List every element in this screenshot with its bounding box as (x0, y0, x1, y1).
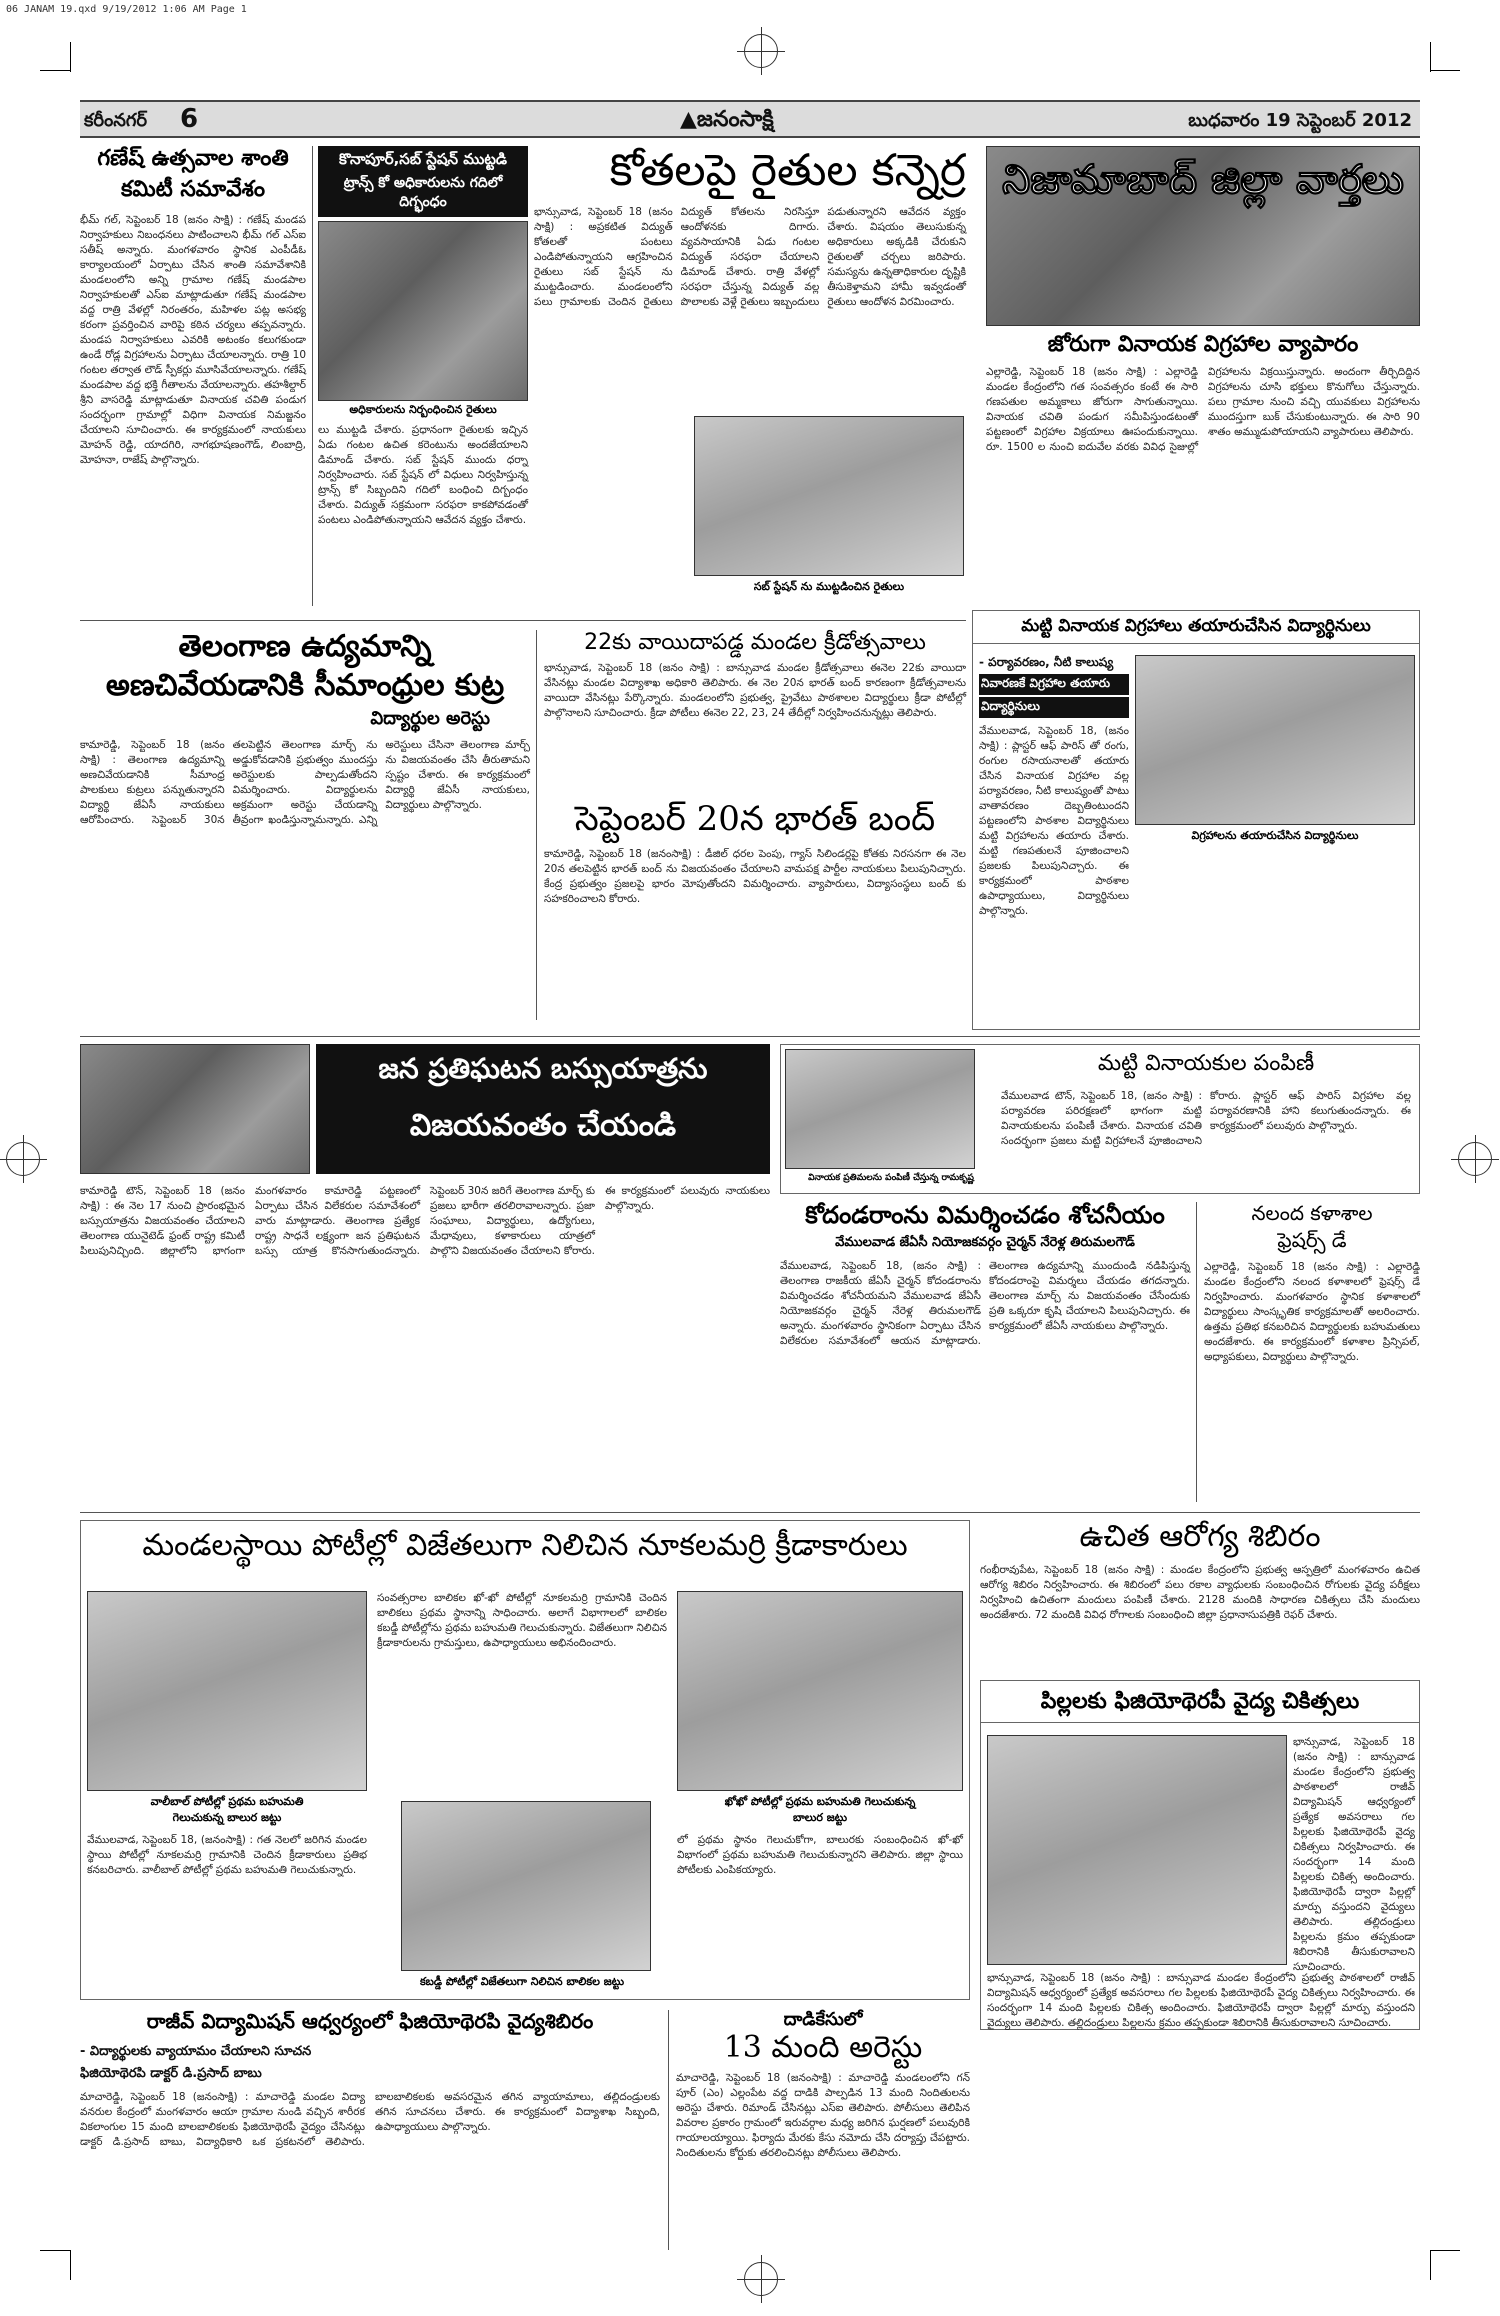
headline: కోతలపై రైతుల కన్నెర్ర (609, 145, 966, 196)
article-body: భాన్సువాడ, సెప్టెంబర్ 18 (జనం సాక్షి) : అప్రకటిత విద్యుత్ కోతలతో పంటలు ఎండిపోతున్నాయని ఆగ్రహించిన రైతులు సబ్ స్టేషన్ ను ముట్టడించారు. మండలంలోని పలు గ్రామాలకు చెందిన రైతులు విద్యుత్ కోతలను నిరసిస్తూ ఆందోళనకు దిగారు. వ్యవసాయానికి ఏడు గంటల విద్యుత్ సరఫరా చేయాలని డిమాండ్ చేశారు. రాత్రి వేళల్లో సరఫరా చేస్తున్న విద్యుత్ వల్ల పొలాలకు వెళ్లే రైతులు ఇబ్బందులు పడుతున్నారని ఆవేదన వ్యక్తం చేశారు. విషయం తెలుసుకున్న అధికారులు అక్కడికి చేరుకుని రైతులతో చర్చలు జరిపారు. సమస్యను ఉన్నతాధికారుల దృష్టికి తీసుకెళ్తామని హామీ ఇవ్వడంతో రైతులు ఆందోళన విరమించారు. (534, 205, 966, 308)
photo-kabaddi-girls (401, 1801, 651, 1971)
headline: ఉచిత ఆరోగ్య శిబిరం (1079, 1519, 1321, 1554)
article-body: ఎల్లారెడ్డి, సెప్టెంబర్ 18 (జనం సాక్షి) : ఎల్లారెడ్డి మండల కేంద్రంలోని నలంద కళాశాలలో ఫ్రెషర్స్ డే నిర్వహించారు. మంగళవారం స్థానిక కళాశాలలో విద్యార్థులు సాంస్కృతిక కార్యక్రమాలతో అలరించారు. ఉత్తమ ప్రతిభ కనబరిచిన విద్యార్థులకు బహుమతులు అందజేశారు. ఈ కార్యక్రమంలో కళాశాల ప్రిన్సిపల్, అధ్యాపకులు, విద్యార్థులు పాల్గొన్నారు. (1204, 1261, 1420, 1363)
headline: మట్టి వినాయకుల పంపిణీ (1097, 1051, 1315, 1076)
photo-volleyball-team (87, 1591, 367, 1791)
article-body: భాన్సువాడ, సెప్టెంబర్ 18 (జనం సాక్షి) : బాన్సువాడ మండల కేంద్రంలోని ప్రభుత్వ పాఠశాలలో రాజీవ్ విద్యామిషన్ ఆధ్వర్యంలో ప్రత్యేక అవసరాలు గల పిల్లలకు ఫిజియోథెరపీ వైద్య చికిత్సలు నిర్వహించారు. ఈ సందర్భంగా 14 మంది పిల్లలకు చికిత్స అందించారు. ఫిజియోథెరపీ ద్వారా పిల్లల్లో మార్పు వస్తుందని వైద్యులు తెలిపారు. తల్లిదండ్రులు పిల్లలను క్రమం తప్పకుండా శిబిరానికి తీసుకురావాలని సూచించారు. (987, 1972, 1415, 2029)
column-rule (312, 146, 313, 606)
story-kodandaram (780, 1202, 1190, 1502)
article-body: వేములవాడ టౌన్, సెప్టెంబర్ 18, (జనం సాక్షి) : పర్యావరణ పరిరక్షణలో భాగంగా మట్టి వినాయకులను పంపిణీ చేశారు. వినాయక చవితి సందర్భంగా ప్రజలు మట్టి విగ్రహాలనే పూజించాలని కోరారు. ప్లాస్టర్ ఆఫ్ పారిస్ విగ్రహాల వల్ల పర్యావరణానికి హాని కలుగుతుందన్నారు. ఈ కార్యక్రమంలో పలువురు పాల్గొన్నారు. (1001, 1090, 1411, 1147)
crop-mark (1430, 2250, 1460, 2251)
subheadline: నివారణకే విగ్రహాల తయారు (979, 674, 1129, 695)
headline: అణచివేయడానికి సీమాంధ్రుల కుట్ర (105, 667, 505, 703)
crop-mark (1430, 42, 1431, 72)
headline: ఫ్రెషర్స్ డే (1277, 1228, 1347, 1252)
story-transco (318, 146, 528, 606)
headline: కోదండరాంను విమర్శించడం శోచనీయం (805, 1201, 1165, 1229)
column-rule (668, 2010, 669, 2250)
article-body: భాన్సువాడ, సెప్టెంబర్ 18 (జనం సాక్షి) : బాన్సువాడ మండల క్రీడోత్సవాలు ఈనెల 22కు వాయిదా వేసినట్లు మండల విద్యాశాఖ అధికారి తెలిపారు. ఈ నెల 20న భారత్ బంద్ కారణంగా క్రీడోత్సవాలను వాయిదా వేసినట్లు పేర్కొన్నారు. మండలంలోని ప్రభుత్వ, ప్రైవేటు పాఠశాలల విద్యార్థులు క్రీడా పోటీల్లో పాల్గొనాలని సూచించారు. క్రీడా పోటీలు ఈనెల 22, 23, 24 తేదీల్లో నిర్వహించనున్నట్లు తెలిపారు. (544, 662, 966, 720)
crop-mark (1430, 2250, 1431, 2280)
article-body: సంవత్సరాల బాలికల ఖో-ఖో పోటీల్లో నూకలమర్రి గ్రామానికి చెందిన బాలికలు ప్రథమ స్థానాన్ని సాధించారు. అలాగే విభాగాలలో బాలికల కబడ్డీ పోటీల్లోను ప్రథమ బహుమతి గెలుచుకున్నారు. విజేతలుగా నిలిచిన క్రీడాకారులను గ్రామస్తులు, ఉపాధ్యాయులు అభినందించారు. (377, 1592, 667, 1649)
photo-caption: కబడ్డీ పోటీల్లో విజేతలుగా నిలిచిన బాలికల జట్టు (419, 1975, 625, 1988)
registration-mark (6, 1142, 40, 1176)
crop-mark (1430, 70, 1460, 71)
article-body: లో ప్రథమ స్థానం గెలుచుకోగా, బాలురకు సంబంధించిన ఖో-ఖో విభాగంలో ప్రథమ బహుమతి గెలుచుకున్నారని తెలిపారు. జిల్లా స్థాయి పోటీలకు ఎంపికయ్యారు. (677, 1834, 963, 1876)
subheadline: - పర్యావరణం, నీటి కాలుష్య (979, 655, 1114, 669)
headline: ట్రాన్స్ కో అధికారులను గదిలో దిగ్భంధం (343, 175, 503, 210)
story-sports-fest (544, 630, 966, 790)
headline: పిల్లలకు ఫిజియోథెరపీ వైద్య చికిత్సలు (981, 1681, 1419, 1723)
story-bus-yatra (80, 1044, 770, 1504)
headline: కొనాపూర్,సబ్ స్టేషన్ ముట్టడి (338, 150, 508, 168)
story-nalanda (1204, 1202, 1420, 1502)
subheadline: ఫిజియోథెరపి డాక్టర్ డి.ప్రసాద్ బాబు (80, 2066, 262, 2081)
print-slug: 06 JANAM 19.qxd 9/19/2012 1:06 AM Page 1 (6, 4, 247, 15)
section-rule (80, 1512, 1420, 1513)
column-rule (536, 630, 537, 1020)
issue-date: బుధవారం 19 సెప్టెంబర్ 2012 (1188, 110, 1412, 131)
photo-caption: బాలుర జట్టు (792, 1811, 848, 1824)
story-farmers-anger (534, 146, 966, 606)
photo-farmers-officials (318, 221, 528, 401)
article-body: భాన్సువాడ, సెప్టెంబర్ 18 (జనం సాక్షి) : బాన్సువాడ మండల కేంద్రంలోని ప్రభుత్వ పాఠశాలలో రాజీవ్ విద్యామిషన్ ఆధ్వర్యంలో ప్రత్యేక అవసరాలు గల పిల్లలకు ఫిజియోథెరపీ వైద్య చికిత్సలు నిర్వహించారు. ఈ సందర్భంగా 14 మంది పిల్లలకు చికిత్స అందించారు. ఫిజియోథెరపీ ద్వారా పిల్లల్లో మార్పు వస్తుందని వైద్యులు తెలిపారు. తల్లిదండ్రులు పిల్లలను క్రమం తప్పకుండా శిబిరానికి తీసుకురావాలని సూచించారు. (1293, 1736, 1415, 1973)
headline: జన ప్రతిఘటన బస్సుయాత్రను (378, 1052, 708, 1085)
story-nizamabad (986, 146, 1420, 616)
photo-caption: వినాయక ప్రతిమలను పంపిణీ చేస్తున్న రామకృష్ణ (808, 1173, 974, 1183)
page-number: 6 (180, 104, 199, 134)
article-body: లు ముట్టడి చేశారు. ప్రధానంగా రైతులకు ఇచ్చిన ఏడు గంటల ఉచిత కరెంటును అందజేయాలని డిమాండ్ చేశారు. సబ్ స్టేషన్ ముందు ధర్నా నిర్వహించారు. సబ్ స్టేషన్ లో విధులు నిర్వహిస్తున్న ట్రాన్స్ కో సిబ్బందిని గదిలో బంధించి దిగ్బంధం చేశారు. విద్యుత్ సక్రమంగా సరఫరా కాకపోవడంతో పంటలు ఎండిపోతున్నాయని ఆవేదన వ్యక్తం చేశారు. (318, 424, 528, 526)
photo-caption: గెలుచుకున్న బాలుర జట్టు (172, 1811, 282, 1824)
headline: నలంద కళాశాల (1251, 1201, 1373, 1225)
photo-caption: అధికారులను నిర్బంధించిన రైతులు (349, 403, 497, 416)
photo-caption: ఖోఖో పోటీల్లో ప్రథమ బహుమతి గెలుచుకున్న (724, 1795, 916, 1808)
crop-mark (40, 70, 70, 71)
headline: తెలంగాణ ఉద్యమాన్ని (178, 629, 432, 664)
section-rule (80, 620, 966, 621)
headline: 22కు వాయిదాపడ్డ మండల క్రీడోత్సవాలు (584, 630, 926, 655)
article-body: వేములవాడ, సెప్టెంబర్ 18, (జనంసాక్షి) : గత నెలలో జరిగిన మండల స్థాయి పోటీల్లో నూకలమర్రి గ్రామానికి చెందిన క్రీడాకారులు ప్రతిభ కనబరిచారు. వాలీబాల్ పోటీల్లో ప్రథమ బహుమతి గెలుచుకున్నారు. (87, 1834, 367, 1876)
story-arrests (676, 2010, 970, 2250)
headline: దాడికేసులో (783, 2009, 863, 2030)
article-body: గంభీరావుపేట, సెప్టెంబర్ 18 (జనం సాక్షి) : మండల కేంద్రంలోని ప్రభుత్వ ఆస్పత్రిలో మంగళవారం ఉచిత ఆరోగ్య శిబిరం నిర్వహించారు. ఈ శిబిరంలో పలు రకాల వ్యాధులకు సంబంధించిన రోగులకు వైద్య పరీక్షలు నిర్వహించి ఉచితంగా మందులు పంపిణీ చేశారు. 2128 మందికి సాధారణ చికిత్సలు చేసి మందులు అందజేశారు. 72 మందికి వివిధ రోగాలకు సంబంధించి జిల్లా ప్రధానాసుపత్రికి రెఫర్ చేశారు. (980, 1563, 1420, 1621)
article-body: మాచారెడ్డి, సెప్టెంబర్ 18 (జనంసాక్షి) : మాచారెడ్డి మండల విద్యా వనరుల కేంద్రంలో మంగళవారం ఆయా గ్రామాల నుండి వచ్చిన శారీరక వికలాంగుల 15 మంది బాలబాలికలకు ఫిజియోథెరపీ వైద్యం చేసినట్లు డాక్టర్ డి.ప్రసాద్ బాబు, విద్యాధికారి ఒక ప్రకటనలో తెలిపారు. బాలబాలికలకు అవసరమైన తగిన వ్యాయామాలు, తల్లిదండ్రులకు తగిన సూచనలు చేశారు. ఈ కార్యక్రమంలో విద్యాశాఖ సిబ్బంది, ఉపాధ్యాయులు పాల్గొన్నారు. (80, 2091, 660, 2148)
headline: మండలస్థాయి పోటీల్లో విజేతలుగా నిలిచిన నూకలమర్రి క్రీడాకారులు (142, 1528, 908, 1563)
story-clay-distribution (780, 1044, 1420, 1194)
photo-idol-distribution (785, 1049, 975, 1169)
registration-mark (744, 34, 778, 68)
section-rule (80, 1036, 1420, 1037)
subheadline: విద్యార్థుల అరెస్టు (370, 708, 490, 729)
story-rvm-camp (80, 2010, 660, 2250)
story-clay-idols-students (972, 610, 1420, 1030)
photo-caption: సబ్ స్టేషన్ ను ముట్టడించిన రైతులు (753, 580, 905, 593)
crop-mark (70, 42, 71, 72)
photo-substation-protest (694, 416, 964, 576)
headline: జోరుగా వినాయక విగ్రహాల వ్యాపారం (1047, 332, 1359, 357)
article-body: కామారెడ్డి టౌన్, సెప్టెంబర్ 18 (జనం సాక్షి) : ఈ నెల 17 నుంచి ప్రారంభమైన బస్సుయాత్రను విజయవంతం చేయాలని తెలంగాణ యునైటెడ్ ఫ్రంట్ రాష్ట్ర కమిటీ పిలుపునిచ్చింది. జిల్లాలోని భాగంగా మంగళవారం కామారెడ్డి పట్టణంలో ఏర్పాటు చేసిన విలేకరుల సమావేశంలో వారు మాట్లాడారు. తెలంగాణ ప్రత్యేక రాష్ట్ర సాధనే లక్ష్యంగా జన ప్రతిఘటన బస్సు యాత్ర కొనసాగుతుందన్నారు. సెప్టెంబర్ 30న జరిగే తెలంగాణ మార్చ్ కు ప్రజలు భారీగా తరలిరావాలన్నారు. ప్రజా సంఘాలు, విద్యార్థులు, ఉద్యోగులు, మేధావులు, కళాకారులు యాత్రలో పాల్గొని విజయవంతం చేయాలని కోరారు. ఈ కార్యక్రమంలో పలువురు నాయకులు పాల్గొన్నారు. (80, 1185, 770, 1257)
headline: రాజీవ్ విద్యామిషన్ ఆధ్వర్యంలో ఫిజియోథెరపి వైద్యశిబిరం (146, 2009, 594, 2033)
crop-mark (40, 2250, 70, 2251)
headline: కమిటీ సమావేశం (120, 177, 266, 203)
article-body: కామారెడ్డి, సెప్టెంబర్ 18 (జనంసాక్షి) : డీజిల్ ధరల పెంపు, గ్యాస్ సిలిండర్లపై కోతకు నిరసనగా ఈ నెల 20న తలపెట్టిన భారత్ బంద్ ను విజయవంతం చేయాలని వామపక్ష పార్టీల నాయకులు పిలుపునిచ్చారు. కేంద్ర ప్రభుత్వం ప్రజలపై భారం మోపుతోందని విమర్శించారు. వ్యాపారులు, విద్యాసంస్థలు బంద్ కు సహకరించాలని కోరారు. (544, 848, 966, 906)
subheadline: - విద్యార్థులకు వ్యాయామం చేయాలని సూచన (80, 2044, 312, 2059)
section-banner: నిజామాబాద్ జిల్లా వార్తలు (1002, 157, 1404, 203)
headline: విజయవంతం చేయండి (409, 1108, 677, 1143)
headline: సెప్టెంబర్ 20న భారత్ బంద్ (574, 799, 936, 839)
story-physio-children (980, 1680, 1420, 2030)
photo-khokho-team (677, 1591, 963, 1791)
subheadline: వేములవాడ జేఏసీ నియోజకవర్గం చైర్మన్ నేరెళ్ల తిరుమలగౌడ్ (835, 1234, 1135, 1250)
article-body: కామారెడ్డి, సెప్టెంబర్ 18 (జనం సాక్షి) : తెలంగాణ ఉద్యమాన్ని అణచివేయడానికి సీమాంధ్ర పాలకులు కుట్రలు పన్నుతున్నారని విద్యార్థి జేఏసీ నాయకులు ఆరోపించారు. సెప్టెంబర్ 30న తలపెట్టిన తెలంగాణ మార్చ్ ను అడ్డుకోవడానికి ప్రభుత్వం ముందస్తు అరెస్టులకు పాల్పడుతోందని విమర్శించారు. విద్యార్థులను అక్రమంగా అరెస్టు చేయడాన్ని తీవ్రంగా ఖండిస్తున్నామన్నారు. ఎన్ని అరెస్టులు చేసినా తెలంగాణ మార్చ్ ను విజయవంతం చేసి తీరుతామని స్పష్టం చేశారు. ఈ కార్యక్రమంలో విద్యార్థి జేఏసీ నాయకులు, విద్యార్థులు పాల్గొన్నారు. (80, 738, 530, 826)
story-telangana-plot (80, 630, 530, 1030)
masthead-band (80, 100, 1420, 138)
photo-caption: వాలీబాల్ పోటీల్లో ప్రథమ బహుమతి (150, 1795, 304, 1808)
registration-mark (1458, 1142, 1492, 1176)
subheadline: విద్యార్థినులు (979, 697, 1129, 718)
photo-caption: విగ్రహాలను తయారుచేసిన విద్యార్థినులు (1191, 829, 1359, 842)
photo-physio-session (987, 1735, 1287, 1965)
registration-mark (744, 2262, 778, 2296)
article-body: వేములవాడ, సెప్టెంబర్ 18, (జనం సాక్షి) : తెలంగాణ రాజకీయ జేఏసీ చైర్మన్ కోదండరాంను విమర్శించడం శోచనీయమని వేములవాడ జేఏసీ నియోజకవర్గం చైర్మన్ నేరెళ్ల తిరుమలగౌడ్ అన్నారు. మంగళవారం స్థానికంగా ఏర్పాటు చేసిన విలేకరుల సమావేశంలో ఆయన మాట్లాడారు. తెలంగాణ ఉద్యమాన్ని ముందుండి నడిపిస్తున్న కోదండరాంపై విమర్శలు చేయడం తగదన్నారు. తెలంగాణ మార్చ్ ను విజయవంతం చేసేందుకు ప్రతి ఒక్కరూ కృషి చేయాలని పిలుపునిచ్చారు. ఈ కార్యక్రమంలో జేఏసీ నాయకులు పాల్గొన్నారు. (780, 1259, 1190, 1347)
story-bharat-bandh (544, 800, 966, 1020)
headline: మట్టి వినాయక విగ్రహాలు తయారుచేసిన విద్యార్థినులు (973, 611, 1419, 644)
article-body: ఎల్లారెడ్డి, సెప్టెంబర్ 18 (జనం సాక్షి) : ఎల్లారెడ్డి మండల కేంద్రంలోని గత సంవత్సరం కంటే ఈ సారి గణపతుల అమ్మకాలు జోరుగా సాగుతున్నాయి. వినాయక చవితి పండుగ సమీపిస్తుండటంతో పట్టణంలో విగ్రహాల విక్రయాలు ఊపందుకున్నాయి. రూ. 1500 ల నుంచి ఐదువేల వరకు వివిధ సైజుల్లో విగ్రహాలను విక్రయిస్తున్నారు. అందంగా తీర్చిదిద్దిన విగ్రహాలను చూసి భక్తులు కొనుగోలు చేస్తున్నారు. పలు గ్రామాల నుంచి వచ్చి యువకులు విగ్రహాలను ముందస్తుగా బుక్ చేసుకుంటున్నారు. ఈ సారి 90 శాతం అమ్ముడుపోయాయని వ్యాపారులు తెలిపారు. (986, 366, 1420, 454)
article-body: భీమ్ గల్, సెప్టెంబర్ 18 (జనం సాక్షి) : గణేష్ మండప నిర్వాహకులు నిబంధనలు పాటించాలని భీమ్ గల్ ఎస్ఐ సతీష్ అన్నారు. మంగళవారం స్థానిక ఎంపీడీఓ కార్యాలయంలో ఏర్పాటు చేసిన శాంతి సమావేశానికి మండలంలోని అన్ని గ్రామాల గణేష్ మండపాల నిర్వాహకులతో ఎస్ఐ మాట్లాడుతూ గణేష్ మండపాల వద్ద రాత్రి వేళల్లో నిరంతరం, మహిళల పట్ల అసభ్య కరంగా ప్రవర్తించిన వారిపై కఠిన చర్యలు తప్పవన్నారు. మండప నిర్వాహకులు ఎవరికి అటంకం కలుగకుండా ఉండే రోడ్ల విగ్రహాలను ఏర్పాటు చేయాలన్నారు. రాత్రి 10 గంటల తర్వాత లౌడ్ స్పీకర్లు మూసివేయాలన్నారు. గణేష్ మండపాల వద్ద భక్తి గీతాలను వేయాలన్నారు. తహశీల్దార్ శ్రీని వాసరెడ్డి మాట్లాడుతూ వినాయక చవితి పండుగ సందర్భంగా గ్రామాల్లో విధిగా వినాయక నిమజ్జనం చేయాలని సూచించారు. ఈ కార్యక్రమంలో నాయకులు మోహన్ రెడ్డి, యాదగిరి, నాగభూషణంగౌడ్, లింబాద్రి, మోహనా, రాజేష్ పాల్గొన్నారు. (80, 213, 306, 466)
paper-logo: ▲జనంసాక్షి (680, 106, 774, 132)
photo-students-idols (1135, 655, 1415, 825)
photo-press-meet (80, 1044, 310, 1174)
column-rule (1196, 1202, 1197, 1502)
story-sports-winners (80, 1520, 970, 2000)
section-label: కరీంనగర్ (84, 110, 147, 131)
story-health-camp (980, 1520, 1420, 1670)
article-body: వేములవాడ, సెప్టెంబర్ 18, (జనం సాక్షి) : ప్లాస్టర్ ఆఫ్ పారిస్ తో రంగు, రంగుల రసాయనాలతో తయారు చేసిన వినాయక విగ్రహాల వల్ల పర్యావరణం, నీటి కాలుష్యంతో పాటు వాతావరణం దెబ్బతింటుందని పట్టణంలోని పాఠశాల విద్యార్థినులు మట్టి విగ్రహాలను తయారు చేశారు. మట్టి గణపతులనే పూజించాలని ప్రజలకు పిలుపునిచ్చారు. ఈ కార్యక్రమంలో పాఠశాల ఉపాధ్యాయులు, విద్యార్థినులు పాల్గొన్నారు. (979, 725, 1129, 917)
crop-mark (70, 2250, 71, 2280)
story-ganesh-peace (80, 146, 306, 666)
headline: గణేష్ ఉత్సవాల శాంతి (97, 146, 289, 171)
article-body: మాచారెడ్డి, సెప్టెంబర్ 18 (జనంసాక్షి) : మాచారెడ్డి మండలంలోని గన్ పూర్ (ఎం) ఎల్లంపేట వద్ద దాడికి పాల్పడిన 13 మంది నిందితులను అరెస్టు చేశారు. రిమాండ్ చేసినట్లు ఎస్ఐ తెలిపారు. పోలీసులు తెలిపిన వివరాల ప్రకారం గ్రామంలో ఇరువర్గాల మధ్య జరిగిన ఘర్షణలో పలువురికి గాయాలయ్యాయి. ఫిర్యాదు మేరకు కేసు నమోదు చేసి దర్యాప్తు చేపట్టారు. నిందితులను కోర్టుకు తరలించినట్లు పోలీసులు తెలిపారు. (676, 2072, 970, 2160)
photo-nizamabad-fort (986, 146, 1420, 326)
headline: 13 మంది అరెస్టు (723, 2029, 923, 2065)
